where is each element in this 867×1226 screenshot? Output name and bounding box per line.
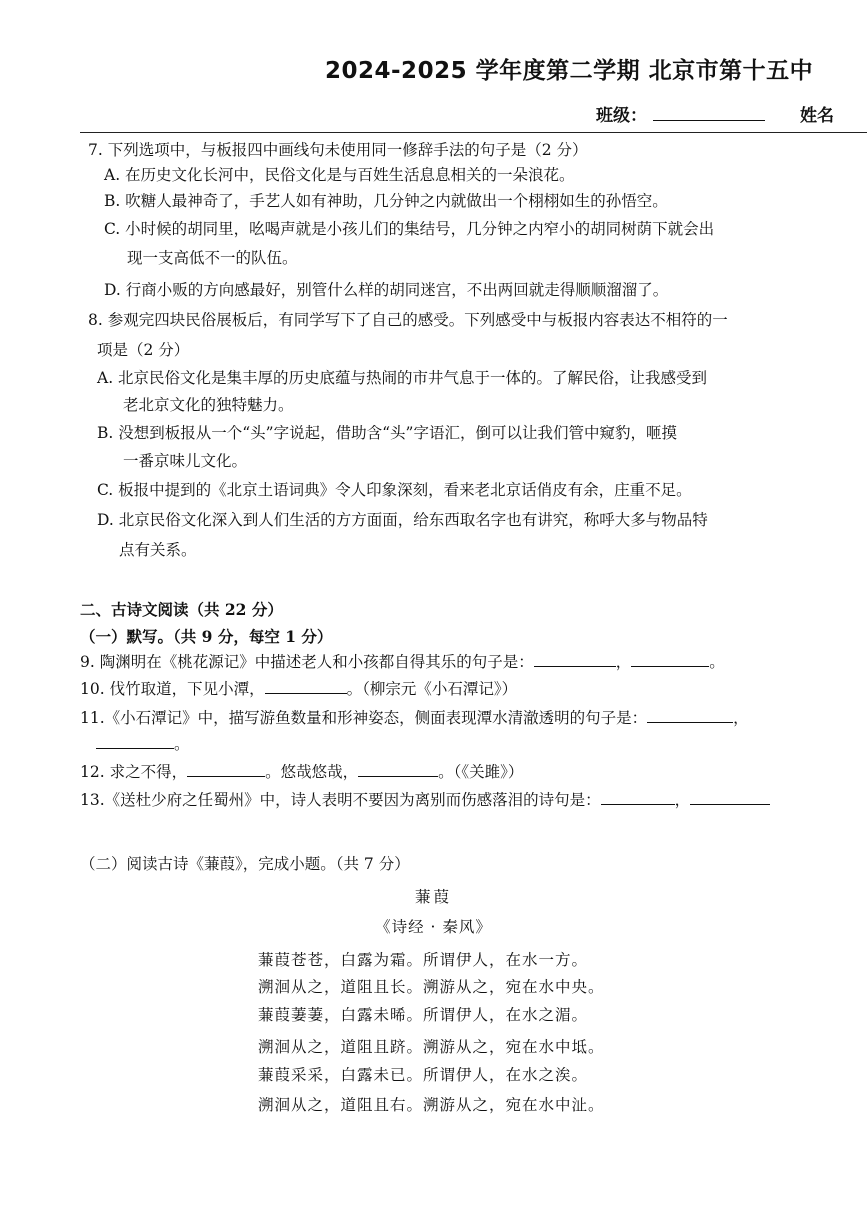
q11-row2: [96, 734, 190, 754]
q8-option-d-line1: D. 北京民俗文化深入到人们生活的方方面面，给东西取名字也有讲究，称呼大多与物品特: [97, 511, 708, 529]
name-label: 姓名: [800, 106, 834, 126]
poem-title: 蒹葭: [414, 888, 452, 906]
q8-option-c: C. 板报中提到的《北京土语词典》令人印象深刻，看来老北京话俏皮有余，庄重不足。: [97, 481, 692, 499]
header-divider: [80, 132, 867, 133]
q13-blank-1[interactable]: [601, 790, 675, 805]
q9-blank-1[interactable]: [534, 652, 616, 667]
q8-option-a-line1: A. 北京民俗文化是集丰厚的历史底蕴与热闹的市井气息于一体的。了解民俗，让我感受到: [97, 369, 708, 387]
q7-option-a: A. 在历史文化长河中，民俗文化是与百姓生活息息相关的一朵浪花。: [104, 166, 575, 184]
q9-row: [80, 652, 725, 672]
part2-sub2: （二）阅读古诗《蒹葭》，完成小题。（共 7 分）: [80, 855, 410, 873]
poem-line-4: 溯洄从之，道阻且跻。溯游从之，宛在水中坻。: [258, 1038, 605, 1056]
q13-row: [80, 790, 770, 810]
q12-row: [80, 762, 523, 782]
class-blank[interactable]: [653, 120, 765, 121]
q9-period: 。: [709, 653, 725, 671]
q10-blank[interactable]: [265, 679, 347, 694]
poem-line-2: 溯洄从之，道阻且长。溯游从之，宛在水中央。: [258, 978, 605, 996]
q11-text: 11.《小石潭记》中，描写游鱼数量和形神姿态，侧面表现潭水清澈透明的句子是：: [80, 709, 648, 727]
class-label: 班级：: [596, 106, 647, 126]
q12-text: 12. 求之不得，: [80, 763, 188, 781]
exam-title: 2024-2025 学年度第二学期 北京市第十五中: [325, 58, 814, 84]
poem-line-6: 溯洄从之，道阻且右。溯游从之，宛在水中沚。: [258, 1096, 605, 1114]
q7-stem: 7. 下列选项中，与板报四中画线句未使用同一修辞手法的句子是（2 分）: [88, 141, 588, 159]
q7-option-d: D. 行商小贩的方向感最好，别管什么样的胡同迷宫，不出两回就走得顺顺溜溜了。: [104, 281, 669, 299]
q9-text: 9. 陶渊明在《桃花源记》中描述老人和小孩都自得其乐的句子是：: [80, 653, 534, 671]
part2-title: 二、古诗文阅读（共 22 分）: [80, 600, 283, 619]
q11-blank-2[interactable]: [96, 734, 174, 749]
q13-comma: ，: [674, 791, 691, 809]
poem-line-1: 蒹葭苍苍，白露为霜。所谓伊人，在水一方。: [258, 951, 589, 969]
q12-text-mid: 。悠哉悠哉，: [265, 763, 359, 781]
q11-comma: ，: [733, 709, 749, 727]
q9-comma: ，: [615, 653, 632, 671]
q13-text: 13.《送杜少府之任蜀州》中，诗人表明不要因为离别而伤感落泪的诗句是：: [80, 791, 601, 809]
q11-row: [80, 708, 749, 728]
q10-text: 10. 伐竹取道，下见小潭，: [80, 680, 265, 698]
q7-option-c-line2: 现一支高低不一的队伍。: [127, 249, 298, 267]
poem-source: 《诗经 · 秦风》: [375, 918, 492, 936]
q8-option-d-line2: 点有关系。: [119, 541, 197, 559]
q13-blank-2[interactable]: [690, 790, 770, 805]
q12-blank-2[interactable]: [358, 762, 438, 777]
q10-row: [80, 679, 517, 699]
q8-option-a-line2: 老北京文化的独特魅力。: [123, 396, 294, 414]
q8-stem-line2: 项是（2 分）: [97, 341, 190, 359]
q12-source: 。（《关雎》）: [438, 763, 524, 781]
q8-option-b-line2: 一番京味儿文化。: [123, 452, 248, 470]
q9-blank-2[interactable]: [631, 652, 709, 667]
q8-stem-line1: 8. 参观完四块民俗展板后，有同学写下了自己的感受。下列感受中与板报内容表达不相符的一: [88, 311, 728, 329]
q10-source: 。（柳宗元《小石潭记》）: [346, 680, 518, 698]
part2-sub1: （一）默写。（共 9 分，每空 1 分）: [80, 627, 333, 646]
poem-line-5: 蒹葭采采，白露未已。所谓伊人，在水之涘。: [258, 1066, 589, 1084]
q7-option-b: B. 吹糖人最神奇了，手艺人如有神助，几分钟之内就做出一个栩栩如生的孙悟空。: [104, 192, 668, 210]
q8-option-b-line1: B. 没想到板报从一个“头”字说起，借助含“头”字语汇，倒可以让我们管中窥豹，咂摸: [97, 424, 677, 442]
q7-option-c-line1: C. 小时候的胡同里，吆喝声就是小孩儿们的集结号，几分钟之内窄小的胡同树荫下就会出: [104, 220, 715, 238]
poem-line-3: 蒹葭萋萋，白露未晞。所谓伊人，在水之湄。: [258, 1006, 589, 1024]
q12-blank-1[interactable]: [187, 762, 265, 777]
q11-period: 。: [174, 735, 190, 753]
q11-blank-1[interactable]: [647, 708, 733, 723]
